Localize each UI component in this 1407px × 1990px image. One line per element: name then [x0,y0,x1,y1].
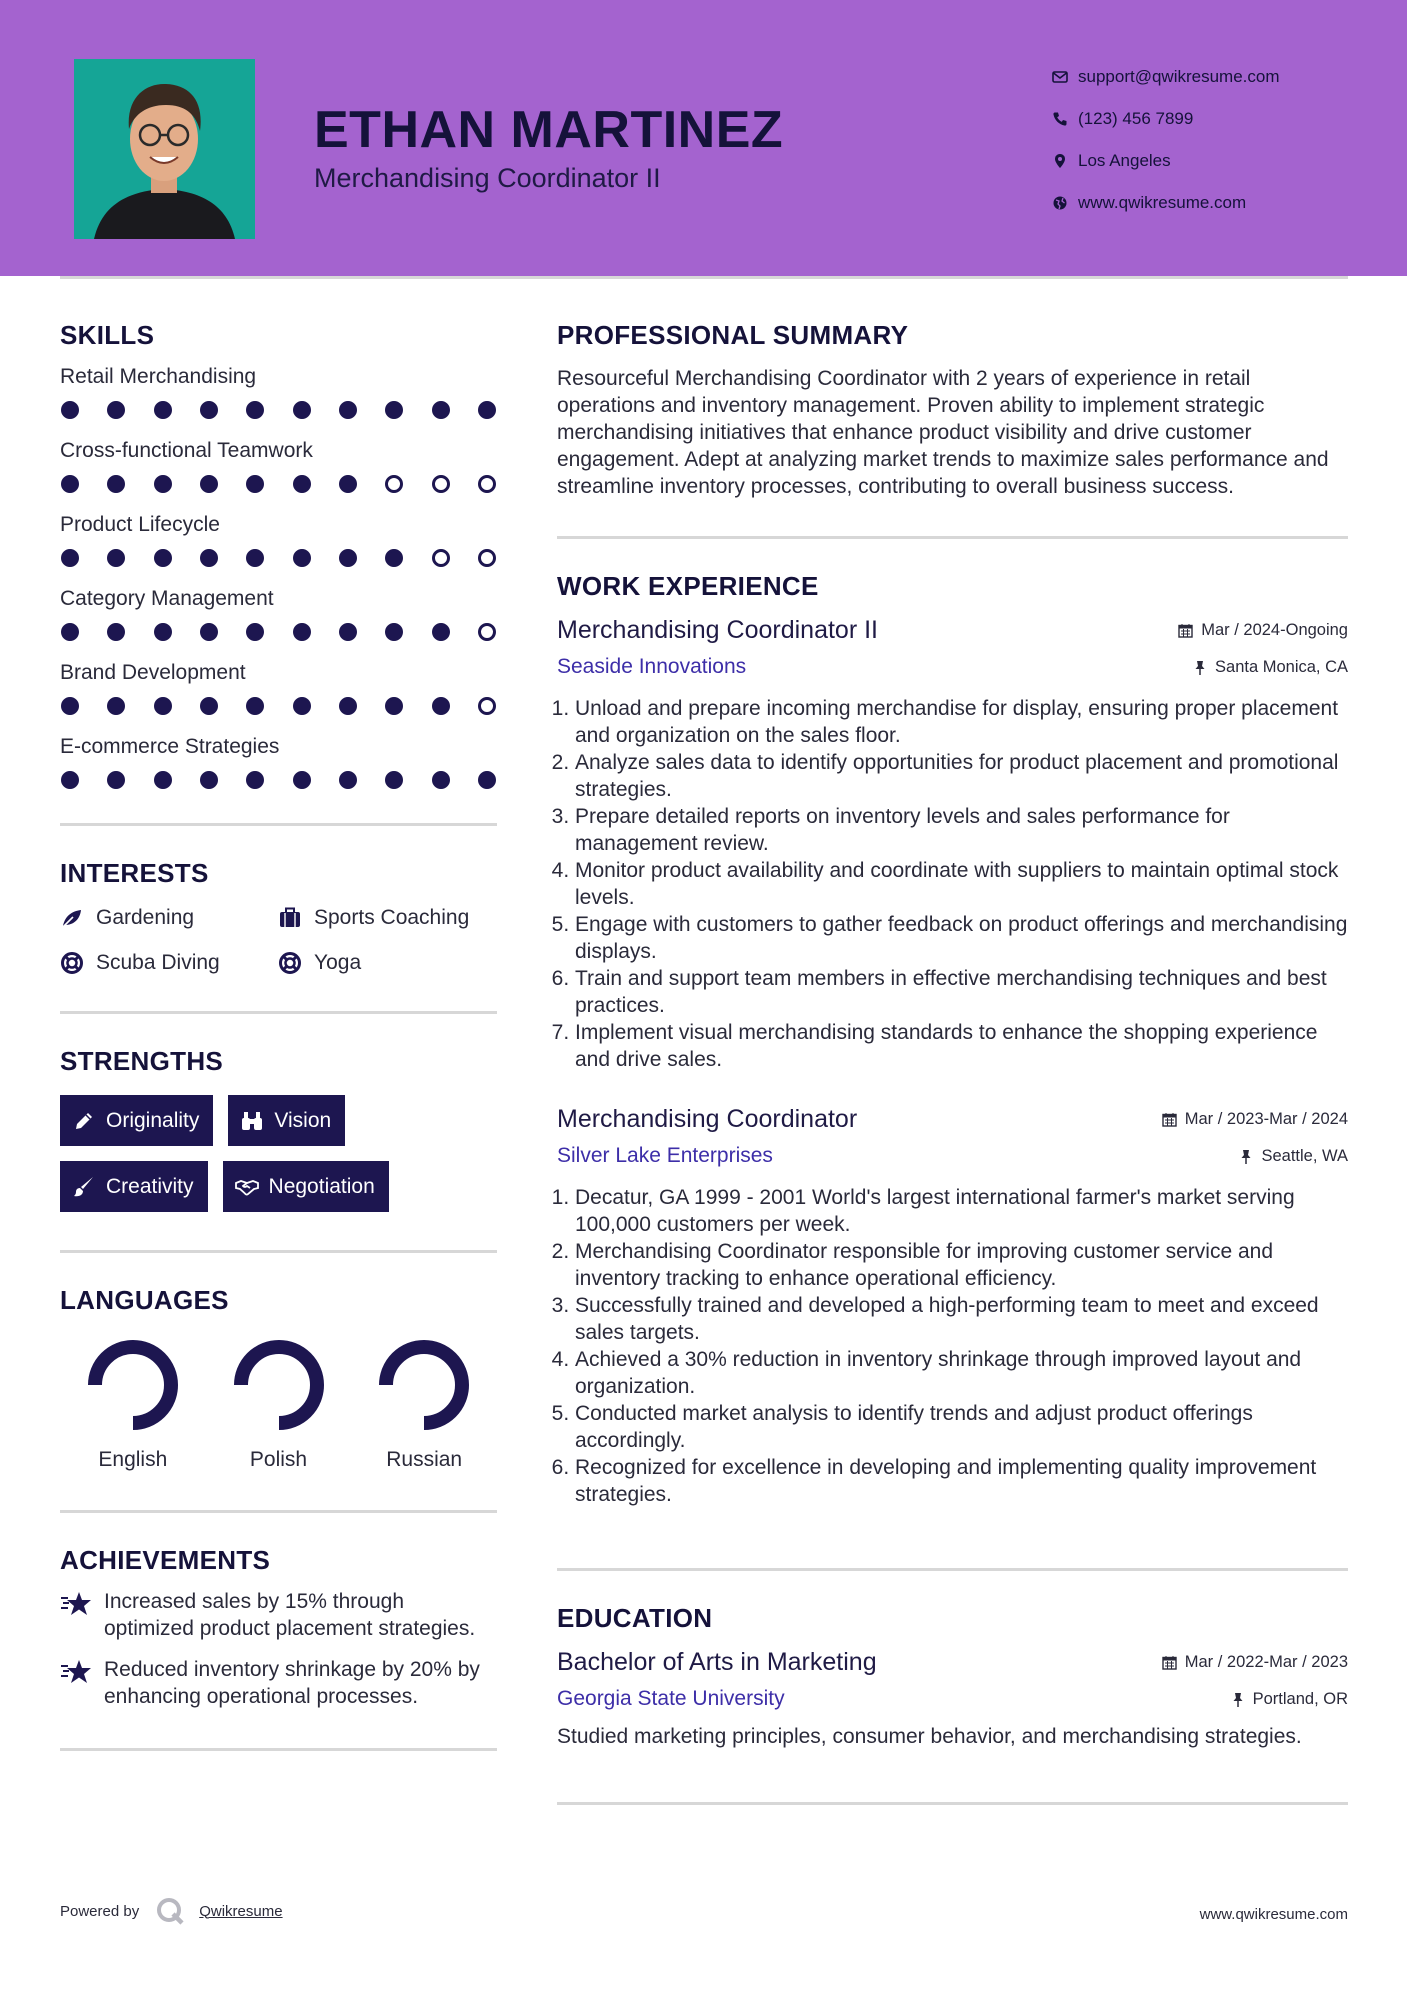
section-divider [60,823,497,826]
rating-dot-empty [432,475,450,493]
contact-email[interactable]: support@qwikresume.com [1050,56,1280,98]
skill-label: Product Lifecycle [60,513,220,536]
section-divider [60,1510,497,1513]
job-location: Santa Monica, CA [1193,658,1348,677]
language-level-ring [232,1338,326,1432]
education-sub [557,1687,1348,1711]
phone-icon [1042,111,1078,127]
duty-list [557,1184,1348,1508]
language-level-arc [386,1347,462,1423]
skill-label: Cross-functional Teamwork [60,439,313,462]
rating-dot-filled [61,475,79,493]
interests-list [60,903,497,977]
calendar-icon [1178,623,1201,638]
strength-tag: Negotiation [223,1161,389,1212]
header-divider [60,276,1348,279]
rating-dot-filled [339,623,357,641]
skill-label: Retail Merchandising [60,365,257,388]
strength-tag: Vision [228,1095,345,1146]
skill-rating [60,771,497,789]
rating-dot-filled [293,697,311,715]
achievement-item [60,1656,497,1710]
rating-dot-filled [61,549,79,567]
rating-dot-filled [61,401,79,419]
right-column [557,320,1348,1805]
language-level-arc [95,1347,171,1423]
duty-item: 1. Decatur, GA 1999 - 2001 World's largest international farmer's market serving 100,000 customers per week. [575,1184,1348,1238]
section-divider [557,1568,1348,1571]
strength-tag: Originality [60,1095,213,1146]
resume-header [0,0,1407,276]
rating-dot-filled [200,549,218,567]
contact-website[interactable]: www.qwikresume.com [1050,182,1280,224]
job-entry [557,616,1348,1073]
rating-dot-filled [246,771,264,789]
rating-dot-filled [339,697,357,715]
skill-label: Category Management [60,587,274,610]
rating-dot-filled [246,475,264,493]
rating-dot-filled [293,401,311,419]
rating-dot-filled [200,475,218,493]
rating-dot-filled [61,623,79,641]
language-level-ring [377,1338,471,1432]
rating-dot-filled [154,549,172,567]
life-ring-icon [60,951,96,975]
company-name: Seaside Innovations [557,655,747,678]
experience-title: WORK EXPERIENCE [557,571,819,601]
section-divider [60,1748,497,1751]
rating-dot-filled [107,401,125,419]
binoculars-icon [240,1109,264,1133]
job-head [557,1105,1348,1134]
skills-list [60,363,497,789]
envelope-icon [1042,69,1078,85]
summary-title: PROFESSIONAL SUMMARY [557,320,909,350]
interest-item: Sports Coaching [278,903,497,932]
duty-item: 2. Analyze sales data to identify opportunities for product placement and promotional strategies. [575,749,1348,803]
job-location: Seattle, WA [1239,1147,1348,1166]
interest-item: Scuba Diving [60,948,278,977]
pushpin-icon [1193,660,1215,675]
rating-dot-filled [385,401,403,419]
strength-tag: Creativity [60,1161,208,1212]
calendar-icon [1162,1655,1177,1670]
interest-item: Yoga [278,948,497,977]
section-divider [557,536,1348,539]
rating-dot-filled [107,623,125,641]
qwikresume-logo-icon [155,1896,185,1926]
education-title: EDUCATION [557,1603,713,1633]
duty-item: 5. Conducted market analysis to identify trends and adjust product offerings accordingly. [575,1400,1348,1454]
duty-item: 7. Implement visual merchandising standards to enhance the shopping experience and drive sales. [575,1019,1348,1073]
contact-location: Los Angeles [1050,140,1280,182]
star-icon [60,1656,104,1710]
rating-dot-filled [246,697,264,715]
language-level-ring [86,1338,180,1432]
section-divider [557,1802,1348,1805]
school-name: Georgia State University [557,1687,785,1710]
rating-dot-filled [107,549,125,567]
rating-dot-filled [293,623,311,641]
rating-dot-filled [61,771,79,789]
job-sub [557,655,1348,679]
qwikresume-link[interactable]: Qwikresume [199,1902,283,1920]
rating-dot-filled [432,771,450,789]
briefcase-icon [278,906,314,930]
company-name: Silver Lake Enterprises [557,1144,773,1167]
rating-dot-filled [293,475,311,493]
duty-list [557,695,1348,1073]
rating-dot-filled [200,771,218,789]
rating-dot-filled [478,401,496,419]
achievements-title: ACHIEVEMENTS [60,1545,271,1575]
job-head [557,616,1348,645]
pushpin-icon [1231,1692,1245,1707]
candidate-role: Merchandising Coordinator II [314,163,661,193]
duty-item: 3. Prepare detailed reports on inventory levels and sales performance for management review. [575,803,1348,857]
star-icon [60,1588,104,1642]
life-ring-icon [278,951,314,975]
rating-dot-filled [200,401,218,419]
job-date: Mar / 2024-Ongoing [1178,621,1348,640]
duty-item: 2. Merchandising Coordinator responsible for improving customer service and inventory tracking to enhance operational efficiency. [575,1238,1348,1292]
job-entry [557,1105,1348,1508]
interests-title: INTERESTS [60,858,209,888]
footer-url[interactable]: www.qwikresume.com [1199,1906,1348,1923]
pencil-icon [72,1109,96,1133]
achievement-text: Reduced inventory shrinkage by 20% by enhancing operational processes. [104,1658,480,1708]
strengths-title: STRENGTHS [60,1046,224,1076]
skill-rating [60,697,497,715]
education-location: Portland, OR [1231,1690,1348,1709]
skill-rating [60,623,497,641]
strengths-list [60,1095,497,1212]
summary-text: Resourceful Merchandising Coordinator with 2 years of experience in retail operations and inventory management. Proven ability to implement strategic merchandising initiatives that enhance product visibility and drive customer engagement. Adept at analyzing market trends to maximize sales performance and streamline inventory processes, contributing to overall business success. [557,367,1329,498]
duty-item: 5. Engage with customers to gather feedback on product offerings and merchandising displays. [575,911,1348,965]
rating-dot-empty [385,475,403,493]
job-date: Mar / 2023-Mar / 2024 [1162,1110,1348,1129]
language-item [206,1338,352,1472]
rating-dot-filled [432,401,450,419]
education-date: Mar / 2022-Mar / 2023 [1162,1653,1348,1672]
degree-title: Bachelor of Arts in Marketing [557,1648,877,1676]
rating-dot-empty [478,549,496,567]
rating-dot-empty [478,623,496,641]
duty-item: 4. Achieved a 30% reduction in inventory shrinkage through improved layout and organization. [575,1346,1348,1400]
pushpin-icon [1239,1149,1261,1164]
rating-dot-filled [200,697,218,715]
map-pin-icon [1042,153,1078,169]
rating-dot-filled [339,771,357,789]
paint-brush-icon [72,1175,96,1199]
duty-item: 4. Monitor product availability and coordinate with suppliers to maintain optimal stock levels. [575,857,1348,911]
rating-dot-filled [339,401,357,419]
skill-rating [60,549,497,567]
achievement-item [60,1588,497,1642]
languages-title: LANGUAGES [60,1285,229,1315]
rating-dot-filled [385,771,403,789]
duty-item: 6. Train and support team members in effective merchandising techniques and best practices. [575,965,1348,1019]
language-label: Russian [386,1448,463,1471]
rating-dot-filled [154,401,172,419]
job-sub [557,1144,1348,1168]
rating-dot-filled [107,771,125,789]
rating-dot-filled [293,549,311,567]
rating-dot-filled [478,771,496,789]
rating-dot-filled [154,771,172,789]
rating-dot-filled [107,475,125,493]
language-item [351,1338,497,1472]
rating-dot-empty [478,475,496,493]
footer-powered-by: Powered by Qwikresume [60,1896,283,1926]
achievement-text: Increased sales by 15% through optimized product placement strategies. [104,1590,476,1640]
section-divider [60,1250,497,1253]
language-item [60,1338,206,1472]
section-divider [60,1011,497,1014]
contact-phone[interactable]: (123) 456 7899 [1050,98,1280,140]
calendar-icon [1162,1112,1185,1127]
language-label: Polish [249,1448,308,1471]
duty-item: 3. Successfully trained and developed a high-performing team to meet and exceed sales targets. [575,1292,1348,1346]
rating-dot-filled [154,623,172,641]
education-head [557,1648,1348,1677]
leaf-icon [60,906,96,930]
globe-icon [1042,195,1078,211]
rating-dot-filled [154,475,172,493]
handshake-icon [235,1175,259,1199]
contact-list [1050,56,1280,224]
rating-dot-filled [432,623,450,641]
rating-dot-filled [200,623,218,641]
profile-photo [74,59,255,239]
skill-label: Brand Development [60,661,246,684]
rating-dot-filled [246,623,264,641]
language-label: English [98,1448,168,1471]
rating-dot-filled [246,549,264,567]
skill-label: E-commerce Strategies [60,735,280,758]
rating-dot-filled [246,401,264,419]
rating-dot-filled [385,623,403,641]
candidate-name: ETHAN MARTINEZ [314,101,784,159]
duty-item: 6. Recognized for excellence in developing and implementing quality improvement strategies. [575,1454,1348,1508]
rating-dot-filled [293,771,311,789]
skill-rating [60,475,497,493]
skills-title: SKILLS [60,320,155,350]
job-title: Merchandising Coordinator [557,1105,858,1133]
rating-dot-filled [107,697,125,715]
languages-list [60,1338,497,1472]
rating-dot-filled [61,697,79,715]
rating-dot-filled [432,697,450,715]
rating-dot-empty [478,697,496,715]
duty-item: 1. Unload and prepare incoming merchandise for display, ensuring proper placement and organization on the sales floor. [575,695,1348,749]
rating-dot-filled [154,697,172,715]
education-description: Studied marketing principles, consumer behavior, and merchandising strategies. [557,1725,1302,1748]
rating-dot-filled [385,697,403,715]
rating-dot-empty [432,549,450,567]
language-level-arc [241,1347,317,1423]
interest-item: Gardening [60,903,278,932]
rating-dot-filled [385,549,403,567]
jobs-list [557,616,1348,1508]
job-title: Merchandising Coordinator II [557,616,878,644]
rating-dot-filled [339,475,357,493]
left-column [60,320,497,1751]
rating-dot-filled [339,549,357,567]
skill-rating [60,401,497,419]
